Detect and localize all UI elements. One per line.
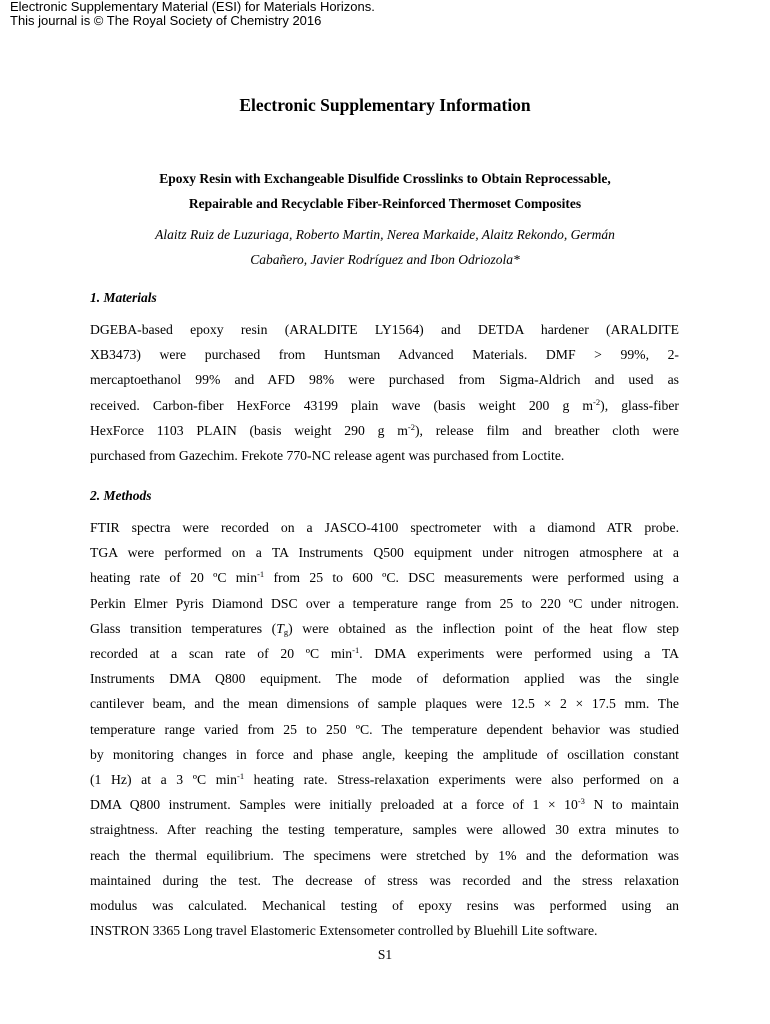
text-line: DGEBA-based epoxy resin (ARALDITE LY1564) and DETDA hardener (ARALDITE xyxy=(90,322,679,337)
text-line xyxy=(90,767,679,792)
text-run: N to maintain xyxy=(584,797,679,813)
superscript: -1 xyxy=(257,569,265,580)
paper-title-line-2: Repairable and Recyclable Fiber-Reinforced Thermoset Composites xyxy=(188,196,582,211)
paper-title xyxy=(110,166,660,216)
superscript: -1 xyxy=(352,645,360,656)
text-run: ), glass-fiber xyxy=(600,397,679,413)
text-line: straightness. After reaching the testing temperature, samples were allowed 30 extra minutes to xyxy=(90,822,679,838)
text-line: by monitoring changes in force and phase angle, keeping the amplitude of oscillation constant xyxy=(90,746,679,762)
text-line xyxy=(90,641,679,666)
authors-line-2: Cabañero, Javier Rodríguez and Ibon Odriozola* xyxy=(250,252,520,267)
header-line-1: Electronic Supplementary Material (ESI) for Materials Horizons. xyxy=(10,0,375,14)
text-line: XB3473) were purchased from Huntsman Advanced Materials. DMF > 99%, 2- xyxy=(90,347,679,363)
text-run: heating rate of 20 ºC min xyxy=(90,570,258,586)
text-line: Perkin Elmer Pyris Diamond DSC over a temperature range from 25 to 220 ºC under nitrogen. xyxy=(90,595,679,611)
text-line: INSTRON 3365 Long travel Elastomeric Extensometer controlled by Bluehill Lite software. xyxy=(90,923,598,939)
text-line: FTIR spectra were recorded on a JASCO-4100 spectrometer with a diamond ATR probe. xyxy=(90,520,679,535)
text-line xyxy=(90,565,679,590)
authors-line-1: Alaitz Ruiz de Luzuriaga, Roberto Martin, Nerea Markaide, Alaitz Rekondo, Germán xyxy=(155,227,615,242)
superscript: -2 xyxy=(407,421,415,432)
text-line: TGA were performed on a TA Instruments Q500 equipment under nitrogen atmosphere at a xyxy=(90,545,679,561)
text-line: Instruments DMA Q800 equipment. The mode of deformation applied was the single xyxy=(90,671,679,687)
text-line: purchased from Gazechim. Frekote 770-NC release agent was purchased from Loctite. xyxy=(90,448,565,464)
materials-paragraph xyxy=(90,317,679,468)
methods-paragraph xyxy=(90,515,679,943)
text-run: (1 Hz) at a 3 ºC min xyxy=(90,772,237,788)
text-line xyxy=(90,792,679,817)
text-line: mercaptoethanol 99% and AFD 98% were purchased from Sigma-Aldrich and used as xyxy=(90,372,679,388)
journal-header xyxy=(10,0,375,28)
superscript: -2 xyxy=(593,396,601,407)
text-run: . DMA experiments were performed using a TA xyxy=(359,646,679,662)
text-line: maintained during the test. The decrease of stress was recorded and the stress relaxation xyxy=(90,872,679,888)
text-line: temperature range varied from 25 to 250 ºC. The temperature dependent behavior was studied xyxy=(90,721,679,737)
author-list xyxy=(100,222,670,272)
subscript: g xyxy=(283,626,289,637)
document-title: Electronic Supplementary Information xyxy=(239,95,531,115)
text-run: HexForce 1103 PLAIN (basis weight 290 g m xyxy=(90,422,408,438)
italic-symbol: T xyxy=(276,620,284,636)
text-run: Glass transition temperatures ( xyxy=(90,620,277,636)
section-heading-materials: 1. Materials xyxy=(90,290,157,305)
header-line-2: This journal is © The Royal Society of Chemistry 2016 xyxy=(10,13,322,28)
text-run: heating rate. Stress-relaxation experiments were also performed on a xyxy=(244,772,679,788)
paper-title-line-1: Epoxy Resin with Exchangeable Disulfide Crosslinks to Obtain Reprocessable, xyxy=(159,171,611,186)
superscript: -3 xyxy=(577,796,585,807)
superscript: -1 xyxy=(236,771,245,782)
page-number: S1 xyxy=(377,947,393,962)
text-line xyxy=(90,393,679,418)
text-run: DMA Q800 instrument. Samples were initially preloaded at a force of 1 × 10 xyxy=(90,797,578,813)
text-run: received. Carbon-fiber HexForce 43199 plain wave (basis weight 200 g m xyxy=(90,397,594,413)
text-line: reach the thermal equilibrium. The specimens were stretched by 1% and the deformation was xyxy=(90,847,679,863)
text-line: modulus was calculated. Mechanical testing of epoxy resins was performed using an xyxy=(90,898,679,914)
text-line: cantilever beam, and the mean dimensions of sample plaques were 12.5 × 2 × 17.5 mm. The xyxy=(90,696,679,712)
text-run: from 25 to 600 ºC. DSC measurements were performed using a xyxy=(264,570,679,586)
section-heading-methods: 2. Methods xyxy=(90,488,152,503)
text-line xyxy=(90,616,679,641)
text-run: ), release film and breather cloth were xyxy=(414,422,680,438)
text-line xyxy=(90,418,679,443)
text-run: ) were obtained as the inflection point of the heat flow step xyxy=(288,620,679,636)
text-run: recorded at a scan rate of 20 ºC min xyxy=(90,646,353,662)
